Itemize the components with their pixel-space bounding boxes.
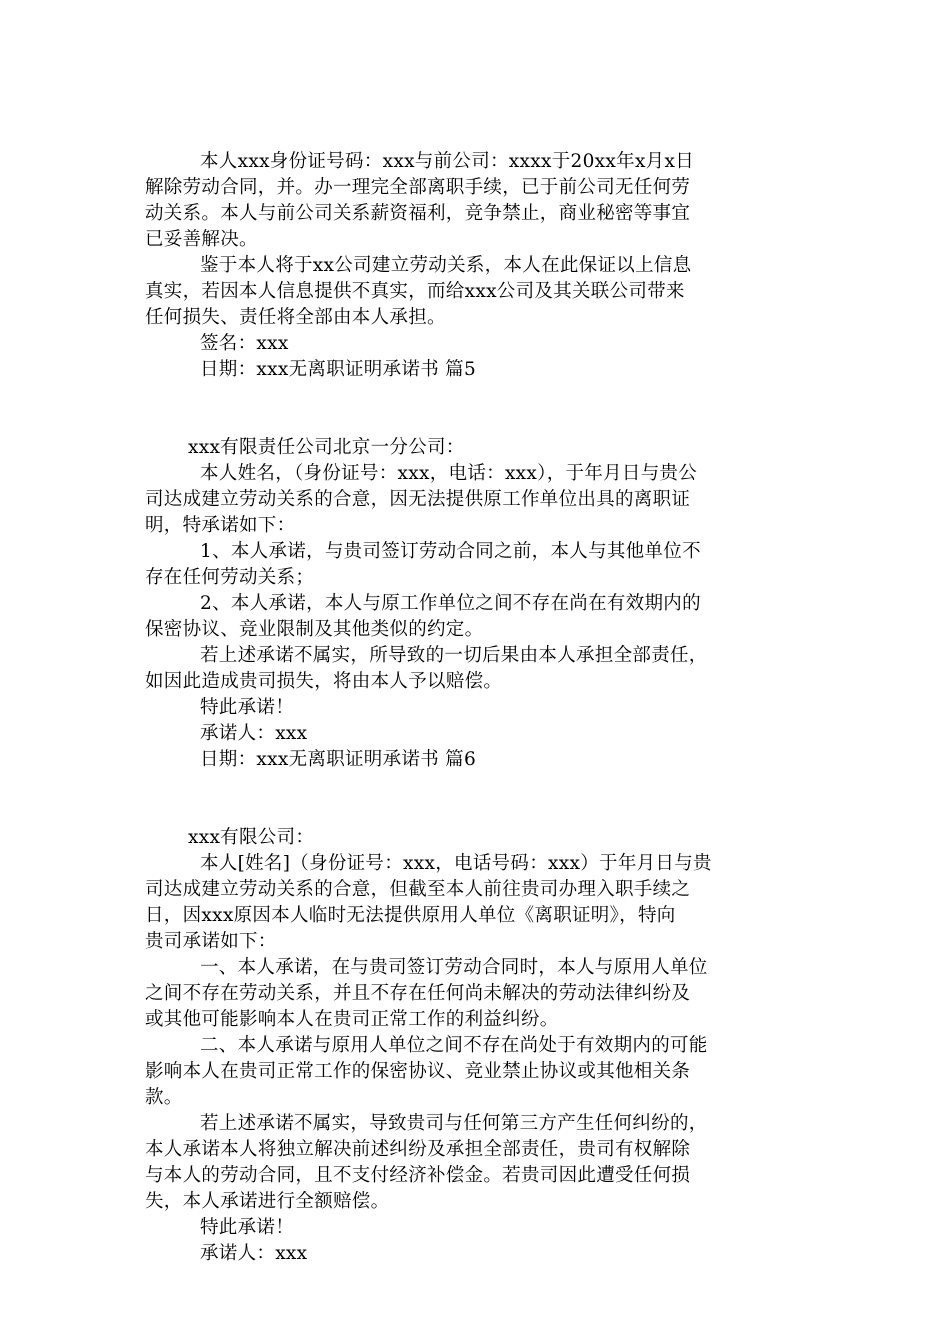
- paragraph-line: 失，本人承诺进行全额赔偿。: [145, 1191, 390, 1212]
- paragraph-line: 日，因xxx原因本人临时无法提供原用人单位《离职证明》，特向: [145, 905, 676, 926]
- paragraph-line: 与本人的劳动合同，且不支付经济补偿金。若贵司因此遭受任何损: [145, 1165, 691, 1186]
- paragraph-line: 或其他可能影响本人在贵司正常工作的利益纠纷。: [145, 1009, 559, 1030]
- paragraph-line: 2、本人承诺，本人与原工作单位之间不存在尚在有效期内的: [200, 593, 701, 614]
- paragraph-line: 任何损失、责任将全部由本人承担。: [145, 307, 446, 328]
- signature-line: 承诺人：xxx: [200, 1243, 308, 1264]
- paragraph-line: 贵司承诺如下：: [145, 931, 277, 952]
- closing-line: 特此承诺！: [200, 697, 295, 718]
- paragraph-line: 本人[姓名]（身份证号：xxx，电话号码：xxx）于年月日与贵: [200, 853, 712, 874]
- paragraph-line: 二、本人承诺与原用人单位之间不存在尚处于有效期内的可能: [200, 1035, 708, 1056]
- paragraph-line: 本人xxx身份证号码：xxx与前公司：xxxx于20xx年x月x日: [200, 151, 695, 172]
- paragraph-line: 1、本人承诺，与贵司签订劳动合同之前，本人与其他单位不: [200, 541, 701, 562]
- paragraph-line: 款。: [145, 1087, 183, 1108]
- signature-line: 承诺人：xxx: [200, 723, 308, 744]
- paragraph-line: 明，特承诺如下：: [145, 515, 296, 536]
- paragraph-line: 若上述承诺不属实，导致贵司与任何第三方产生任何纠纷的，: [200, 1113, 708, 1134]
- paragraph-line: 本人承诺本人将独立解决前述纠纷及承担全部责任，贵司有权解除: [145, 1139, 691, 1160]
- signature-line: 签名：xxx: [200, 333, 289, 354]
- paragraph-line: 司达成建立劳动关系的合意，因无法提供原工作单位出具的离职证: [145, 489, 691, 510]
- paragraph-line: 解除劳动合同，并。办一理完全部离职手续，已于前公司无任何劳: [145, 177, 691, 198]
- paragraph-line: 司达成建立劳动关系的合意，但截至本人前往贵司办理入职手续之: [145, 879, 691, 900]
- paragraph-line: 若上述承诺不属实，所导致的一切后果由本人承担全部责任，: [200, 645, 708, 666]
- date-line: 日期：xxx无离职证明承诺书 篇5: [200, 359, 477, 380]
- paragraph-line: 真实，若因本人信息提供不真实，而给xxx公司及其关联公司带来: [145, 281, 685, 302]
- paragraph-line: 如因此造成贵司损失，将由本人予以赔偿。: [145, 671, 503, 692]
- paragraph-line: 之间不存在劳动关系，并且不存在任何尚未解决的劳动法律纠纷及: [145, 983, 691, 1004]
- paragraph-line: 一、本人承诺，在与贵司签订劳动合同时，本人与原用人单位: [200, 957, 708, 978]
- paragraph-line: 保密协议、竞业限制及其他类似的约定。: [145, 619, 484, 640]
- salutation: xxx有限公司：: [188, 827, 315, 848]
- paragraph-line: 影响本人在贵司正常工作的保密协议、竞业禁止协议或其他相关条: [145, 1061, 691, 1082]
- paragraph-line: 动关系。本人与前公司关系薪资福利，竞争禁止，商业秘密等事宜: [145, 203, 691, 224]
- closing-line: 特此承诺！: [200, 1217, 295, 1238]
- date-line: 日期：xxx无离职证明承诺书 篇6: [200, 749, 477, 770]
- paragraph-line: 本人姓名，（身份证号：xxx，电话：xxx），于年月日与贵公: [200, 463, 698, 484]
- salutation: xxx有限责任公司北京一分公司：: [188, 437, 465, 458]
- paragraph-line: 存在任何劳动关系；: [145, 567, 315, 588]
- paragraph-line: 鉴于本人将于xx公司建立劳动关系，本人在此保证以上信息: [200, 255, 692, 276]
- paragraph-line: 已妥善解决。: [145, 229, 258, 250]
